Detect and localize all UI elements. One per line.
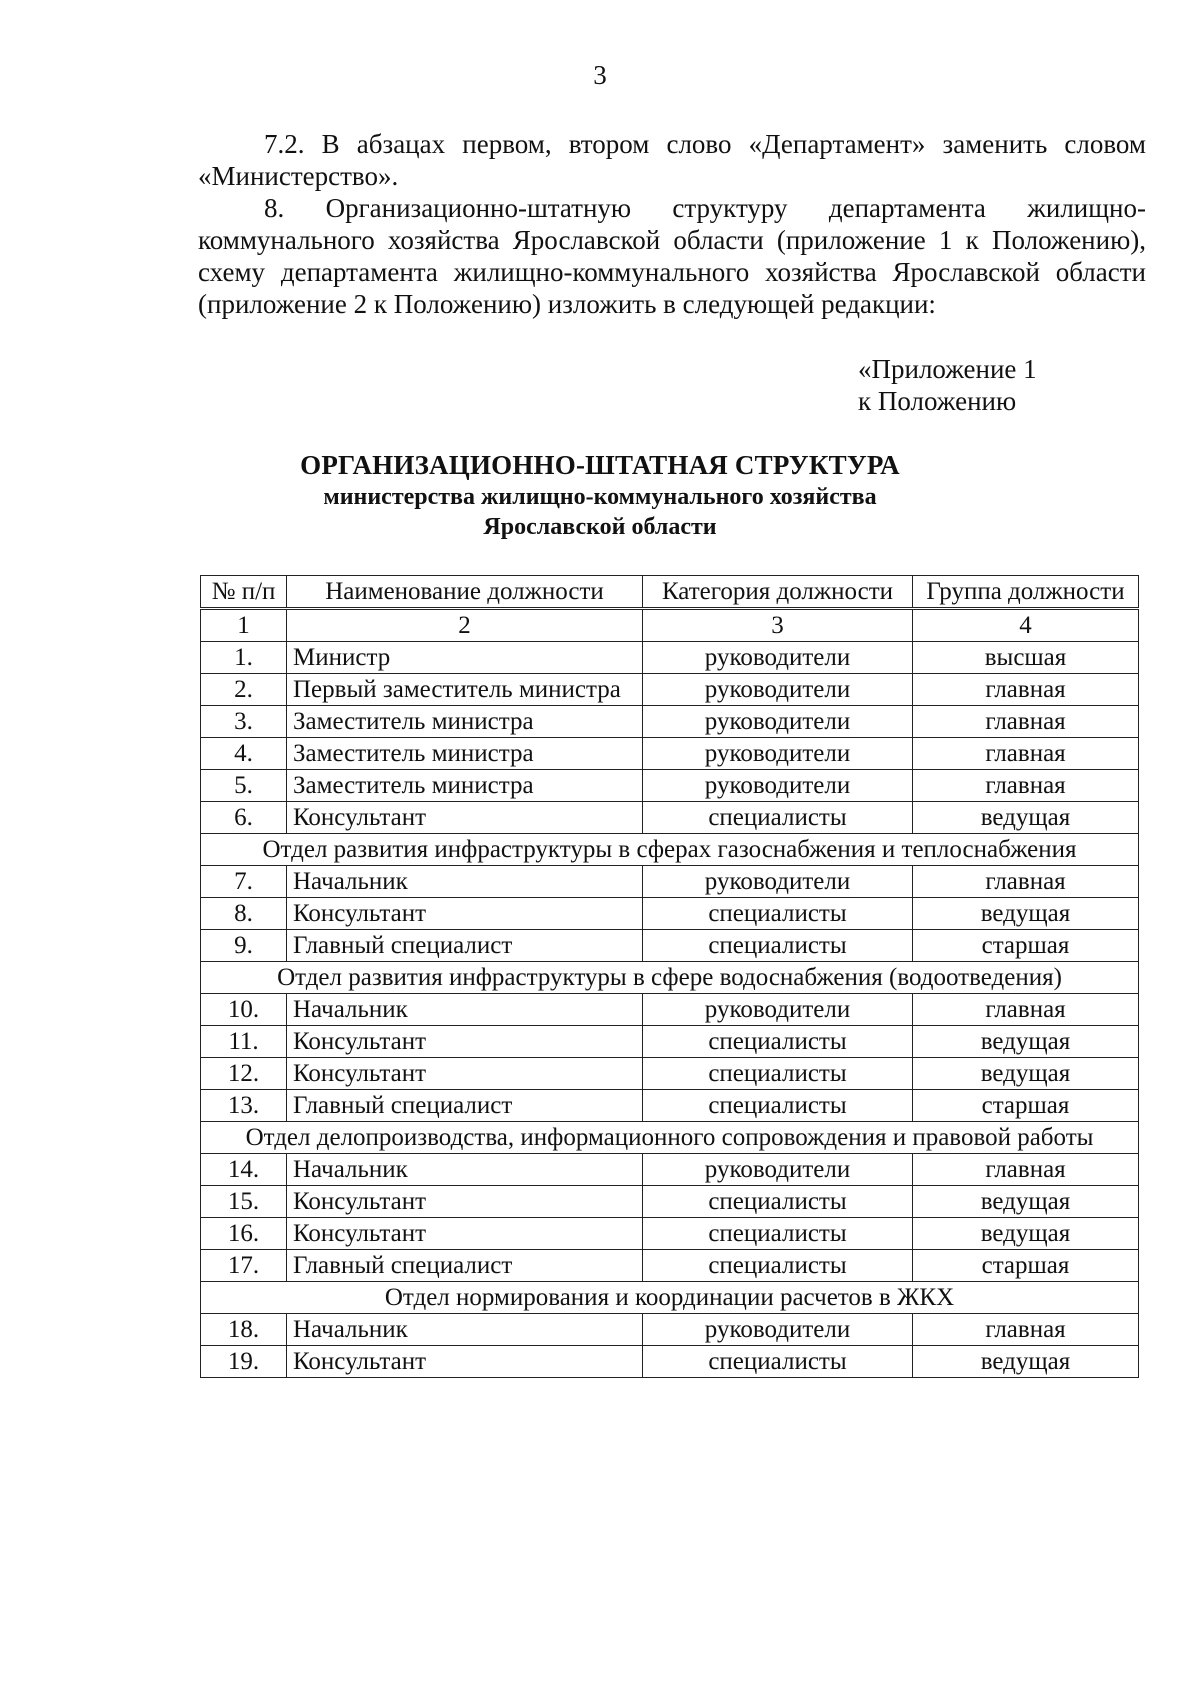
table-row [201, 898, 1139, 930]
position-group: высшая [913, 642, 1139, 674]
section-row [201, 1282, 1139, 1314]
table-row [201, 738, 1139, 770]
header-position: Наименование должности [287, 576, 643, 609]
row-number: 13. [201, 1090, 287, 1122]
position-category: специалисты [643, 930, 913, 962]
position-group: ведущая [913, 1346, 1139, 1378]
document-title [0, 448, 1200, 542]
page-number: 3 [593, 60, 607, 90]
row-number: 12. [201, 1058, 287, 1090]
position-group: ведущая [913, 1186, 1139, 1218]
position-group: ведущая [913, 1218, 1139, 1250]
position-category: руководители [643, 1154, 913, 1186]
appendix-line-2: к Положению [858, 386, 1017, 416]
position-category: специалисты [643, 1026, 913, 1058]
row-number: 17. [201, 1250, 287, 1282]
column-number: 2 [287, 609, 643, 642]
section-title: Отдел развития инфраструктуры в сферах газоснабжения и теплоснабжения [201, 834, 1139, 866]
header-category: Категория должности [643, 576, 913, 609]
row-number: 18. [201, 1314, 287, 1346]
position-name: Главный специалист [287, 1250, 643, 1282]
table-row [201, 1218, 1139, 1250]
table-row [201, 1026, 1139, 1058]
table-row [201, 994, 1139, 1026]
column-number: 3 [643, 609, 913, 642]
position-name: Первый заместитель министра [287, 674, 643, 706]
position-group: главная [913, 674, 1139, 706]
table-row [201, 1154, 1139, 1186]
table-header-row [201, 576, 1139, 609]
row-number: 1. [201, 642, 287, 674]
position-group: старшая [913, 1250, 1139, 1282]
position-category: специалисты [643, 1218, 913, 1250]
position-name: Начальник [287, 994, 643, 1026]
position-name: Министр [287, 642, 643, 674]
table-row [201, 1186, 1139, 1218]
position-name: Начальник [287, 866, 643, 898]
row-number: 16. [201, 1218, 287, 1250]
row-number: 4. [201, 738, 287, 770]
table-row [201, 1250, 1139, 1282]
column-number-row [201, 609, 1139, 642]
section-title: Отдел делопроизводства, информационного сопровождения и правовой работы [201, 1122, 1139, 1154]
table-row [201, 674, 1139, 706]
position-category: специалисты [643, 1346, 913, 1378]
section-row [201, 962, 1139, 994]
position-category: специалисты [643, 1058, 913, 1090]
position-group: ведущая [913, 1026, 1139, 1058]
position-name: Заместитель министра [287, 706, 643, 738]
title-line-3: Ярославской области [483, 514, 717, 540]
position-category: руководители [643, 706, 913, 738]
position-name: Заместитель министра [287, 738, 643, 770]
table-row [201, 1346, 1139, 1378]
table-row [201, 802, 1139, 834]
appendix-line-1: «Приложение 1 [858, 354, 1037, 384]
table-row [201, 1314, 1139, 1346]
position-category: руководители [643, 674, 913, 706]
position-name: Заместитель министра [287, 770, 643, 802]
row-number: 6. [201, 802, 287, 834]
position-name: Главный специалист [287, 930, 643, 962]
table-row [201, 930, 1139, 962]
position-category: специалисты [643, 898, 913, 930]
position-group: главная [913, 706, 1139, 738]
row-number: 9. [201, 930, 287, 962]
row-number: 5. [201, 770, 287, 802]
title-line-2: министерства жилищно-коммунального хозяйства [323, 484, 877, 510]
position-group: главная [913, 770, 1139, 802]
position-group: главная [913, 1154, 1139, 1186]
position-category: специалисты [643, 802, 913, 834]
position-group: старшая [913, 1090, 1139, 1122]
position-group: главная [913, 738, 1139, 770]
position-name: Консультант [287, 1186, 643, 1218]
paragraph-8 [198, 192, 1146, 320]
position-category: руководители [643, 866, 913, 898]
section-row [201, 1122, 1139, 1154]
table-row [201, 866, 1139, 898]
header-number: № п/п [201, 576, 287, 609]
row-number: 7. [201, 866, 287, 898]
position-category: руководители [643, 738, 913, 770]
row-number: 10. [201, 994, 287, 1026]
table-row [201, 770, 1139, 802]
position-name: Консультант [287, 1058, 643, 1090]
position-name: Консультант [287, 1346, 643, 1378]
position-group: ведущая [913, 802, 1139, 834]
position-category: специалисты [643, 1090, 913, 1122]
paragraph-7-2-text: 7.2. В абзацах первом, втором слово «Департамент» заменить словом «Министерство». [198, 129, 1146, 191]
row-number: 19. [201, 1346, 287, 1378]
position-category: специалисты [643, 1250, 913, 1282]
position-group: главная [913, 866, 1139, 898]
row-number: 8. [201, 898, 287, 930]
row-number: 11. [201, 1026, 287, 1058]
position-group: ведущая [913, 898, 1139, 930]
column-number: 1 [201, 609, 287, 642]
staff-structure-table [200, 575, 1139, 1378]
position-name: Начальник [287, 1154, 643, 1186]
row-number: 14. [201, 1154, 287, 1186]
position-group: главная [913, 994, 1139, 1026]
row-number: 15. [201, 1186, 287, 1218]
position-category: руководители [643, 642, 913, 674]
column-number: 4 [913, 609, 1139, 642]
position-name: Главный специалист [287, 1090, 643, 1122]
table-row [201, 642, 1139, 674]
position-name: Консультант [287, 802, 643, 834]
position-category: руководители [643, 994, 913, 1026]
paragraph-8-text: 8. Организационно-штатную структуру департамента жилищно-коммунального хозяйства Ярославской области (приложение 1 к Положению), схему департамента жилищно-коммунального хозяйства Ярославской области (приложение 2 к Положению) изложить в следующей редакции: [198, 193, 1146, 319]
row-number: 3. [201, 706, 287, 738]
position-name: Консультант [287, 1026, 643, 1058]
table-body [201, 642, 1139, 1378]
row-number: 2. [201, 674, 287, 706]
position-category: специалисты [643, 1186, 913, 1218]
position-name: Консультант [287, 1218, 643, 1250]
table-row [201, 706, 1139, 738]
position-name: Консультант [287, 898, 643, 930]
section-title: Отдел нормирования и координации расчетов в ЖКХ [201, 1282, 1139, 1314]
position-group: главная [913, 1314, 1139, 1346]
position-category: руководители [643, 1314, 913, 1346]
table-row [201, 1058, 1139, 1090]
title-line-1: ОРГАНИЗАЦИОННО-ШТАТНАЯ СТРУКТУРА [300, 450, 900, 480]
position-name: Начальник [287, 1314, 643, 1346]
position-group: старшая [913, 930, 1139, 962]
position-group: ведущая [913, 1058, 1139, 1090]
header-group: Группа должности [913, 576, 1139, 609]
table-row [201, 1090, 1139, 1122]
paragraph-7-2 [198, 128, 1146, 192]
section-title: Отдел развития инфраструктуры в сфере водоснабжения (водоотведения) [201, 962, 1139, 994]
appendix-caption [858, 353, 1037, 417]
section-row [201, 834, 1139, 866]
position-category: руководители [643, 770, 913, 802]
